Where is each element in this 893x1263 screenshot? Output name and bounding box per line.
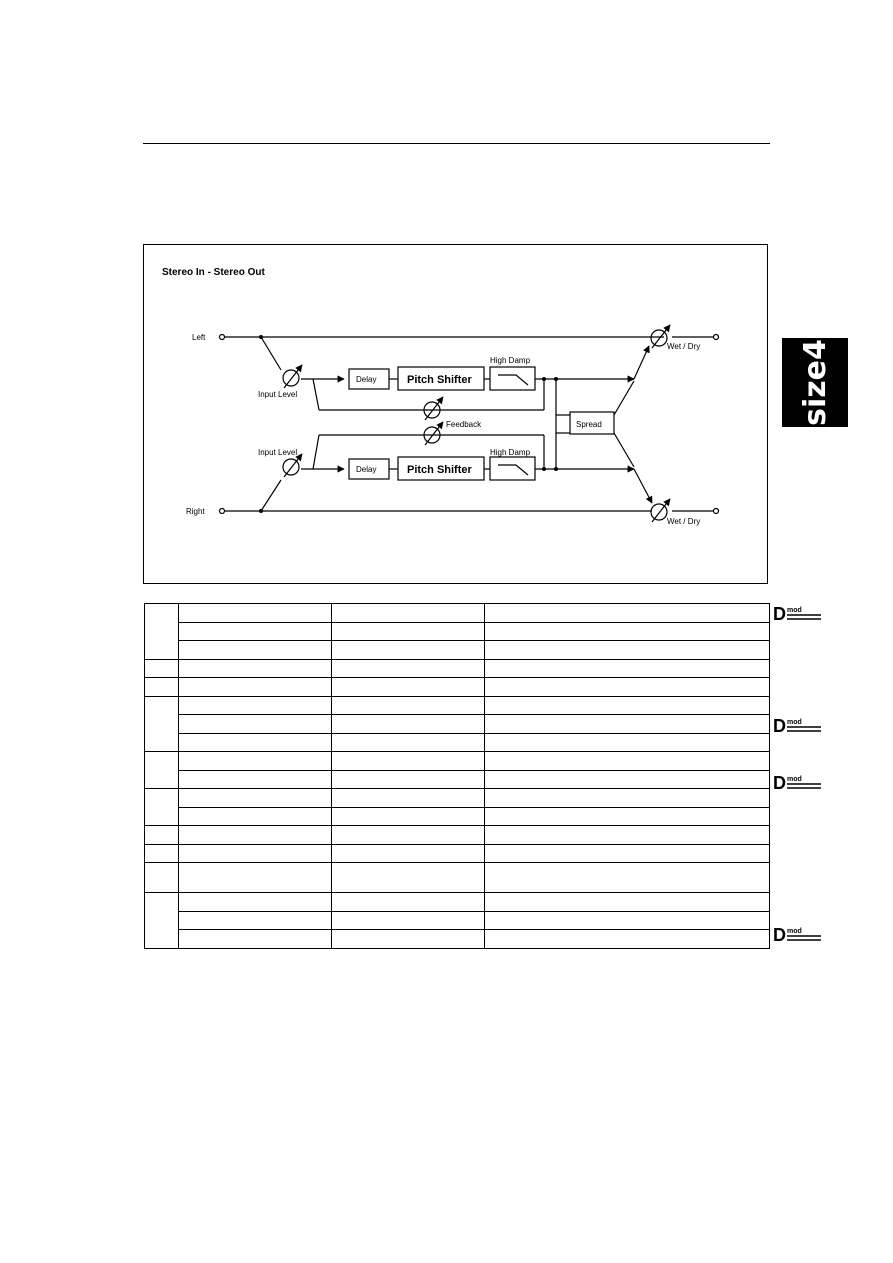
section-tab [782,338,848,427]
table-cell [179,604,332,623]
table-cell [485,844,770,863]
section-tab-label: size4 [797,339,833,426]
table-cell [179,826,332,845]
svg-text:D: D [773,604,786,624]
table-cell [332,863,485,893]
table-group-cell [145,659,179,678]
effect-block-diagram [143,244,768,584]
table-row [145,770,770,789]
table-cell [332,752,485,771]
table-row [145,826,770,845]
table-cell [179,641,332,660]
table-group-cell [145,844,179,863]
table-row [145,911,770,930]
table-cell [332,622,485,641]
table-cell [485,863,770,893]
svg-text:mod: mod [787,928,802,935]
svg-text:mod: mod [787,719,802,726]
table-cell [332,844,485,863]
table-cell [485,659,770,678]
table-group-cell [145,604,179,660]
table-cell [332,715,485,734]
label-right: Right [186,507,205,516]
table-cell [485,604,770,623]
table-row [145,752,770,771]
table-cell [485,770,770,789]
table-row [145,789,770,808]
table-group-cell [145,752,179,789]
table-row [145,930,770,949]
label-input-level-bottom: Input Level [258,448,298,457]
svg-text:mod: mod [787,607,802,614]
label-input-level-top: Input Level [258,390,298,399]
table-group-cell [145,678,179,697]
table-cell [179,770,332,789]
table-cell [485,911,770,930]
table-row [145,622,770,641]
table-cell [332,678,485,697]
table-cell [485,715,770,734]
table-cell [332,807,485,826]
table-cell [179,752,332,771]
dmod-icon [773,716,823,736]
table-cell [485,826,770,845]
table-row [145,604,770,623]
table-group-cell [145,696,179,752]
table-cell [332,911,485,930]
block-pitch-shifter-bottom: Pitch Shifter [407,464,472,476]
table-row [145,733,770,752]
table-cell [332,826,485,845]
dmod-icon [773,604,823,624]
table-cell [179,622,332,641]
table-cell [179,930,332,949]
table-row [145,659,770,678]
table-group-cell [145,826,179,845]
label-feedback: Feedback [446,420,482,429]
table-cell [179,911,332,930]
table-cell [179,844,332,863]
table-cell [332,733,485,752]
table-cell [179,659,332,678]
table-cell [485,696,770,715]
svg-text:D: D [773,716,786,736]
svg-text:mod: mod [787,776,802,783]
table-cell [485,733,770,752]
table-group-cell [145,893,179,949]
label-high-damp-bottom: High Damp [490,448,531,457]
block-delay-top: Delay [356,375,377,384]
table-cell [332,789,485,808]
block-delay-bottom: Delay [356,465,377,474]
table-cell [179,715,332,734]
dmod-icon [773,925,823,945]
table-row [145,715,770,734]
table-cell [485,807,770,826]
label-wet-dry-top: Wet / Dry [667,342,701,351]
table-group-cell [145,863,179,893]
table-cell [485,893,770,912]
table-row [145,807,770,826]
table-row [145,863,770,893]
dmod-icon [773,773,823,793]
table-cell [332,770,485,789]
table-cell [332,641,485,660]
table-cell [332,659,485,678]
table-cell [332,893,485,912]
table-cell [485,789,770,808]
table-cell [485,752,770,771]
label-wet-dry-bottom: Wet / Dry [667,517,701,526]
table-row [145,844,770,863]
block-pitch-shifter-top: Pitch Shifter [407,374,472,386]
svg-text:D: D [773,925,786,945]
diagram-title: Stereo In - Stereo Out [162,267,265,278]
block-spread: Spread [576,420,602,429]
table-row [145,893,770,912]
table-cell [179,807,332,826]
table-cell [179,789,332,808]
table-cell [179,863,332,893]
signal-flow-diagram [144,245,769,585]
table-cell [485,622,770,641]
parameter-table [144,603,770,949]
table-cell [179,733,332,752]
table-cell [332,696,485,715]
table-row [145,678,770,697]
table-cell [179,678,332,697]
svg-text:D: D [773,773,786,793]
table-cell [485,678,770,697]
table-cell [179,696,332,715]
table-row [145,696,770,715]
header-rule [143,143,770,144]
label-left: Left [192,333,206,342]
label-high-damp-top: High Damp [490,356,531,365]
table-group-cell [145,789,179,826]
table-cell [179,893,332,912]
table-cell [332,604,485,623]
table-row [145,641,770,660]
table-cell [485,930,770,949]
table-cell [332,930,485,949]
table-cell [485,641,770,660]
